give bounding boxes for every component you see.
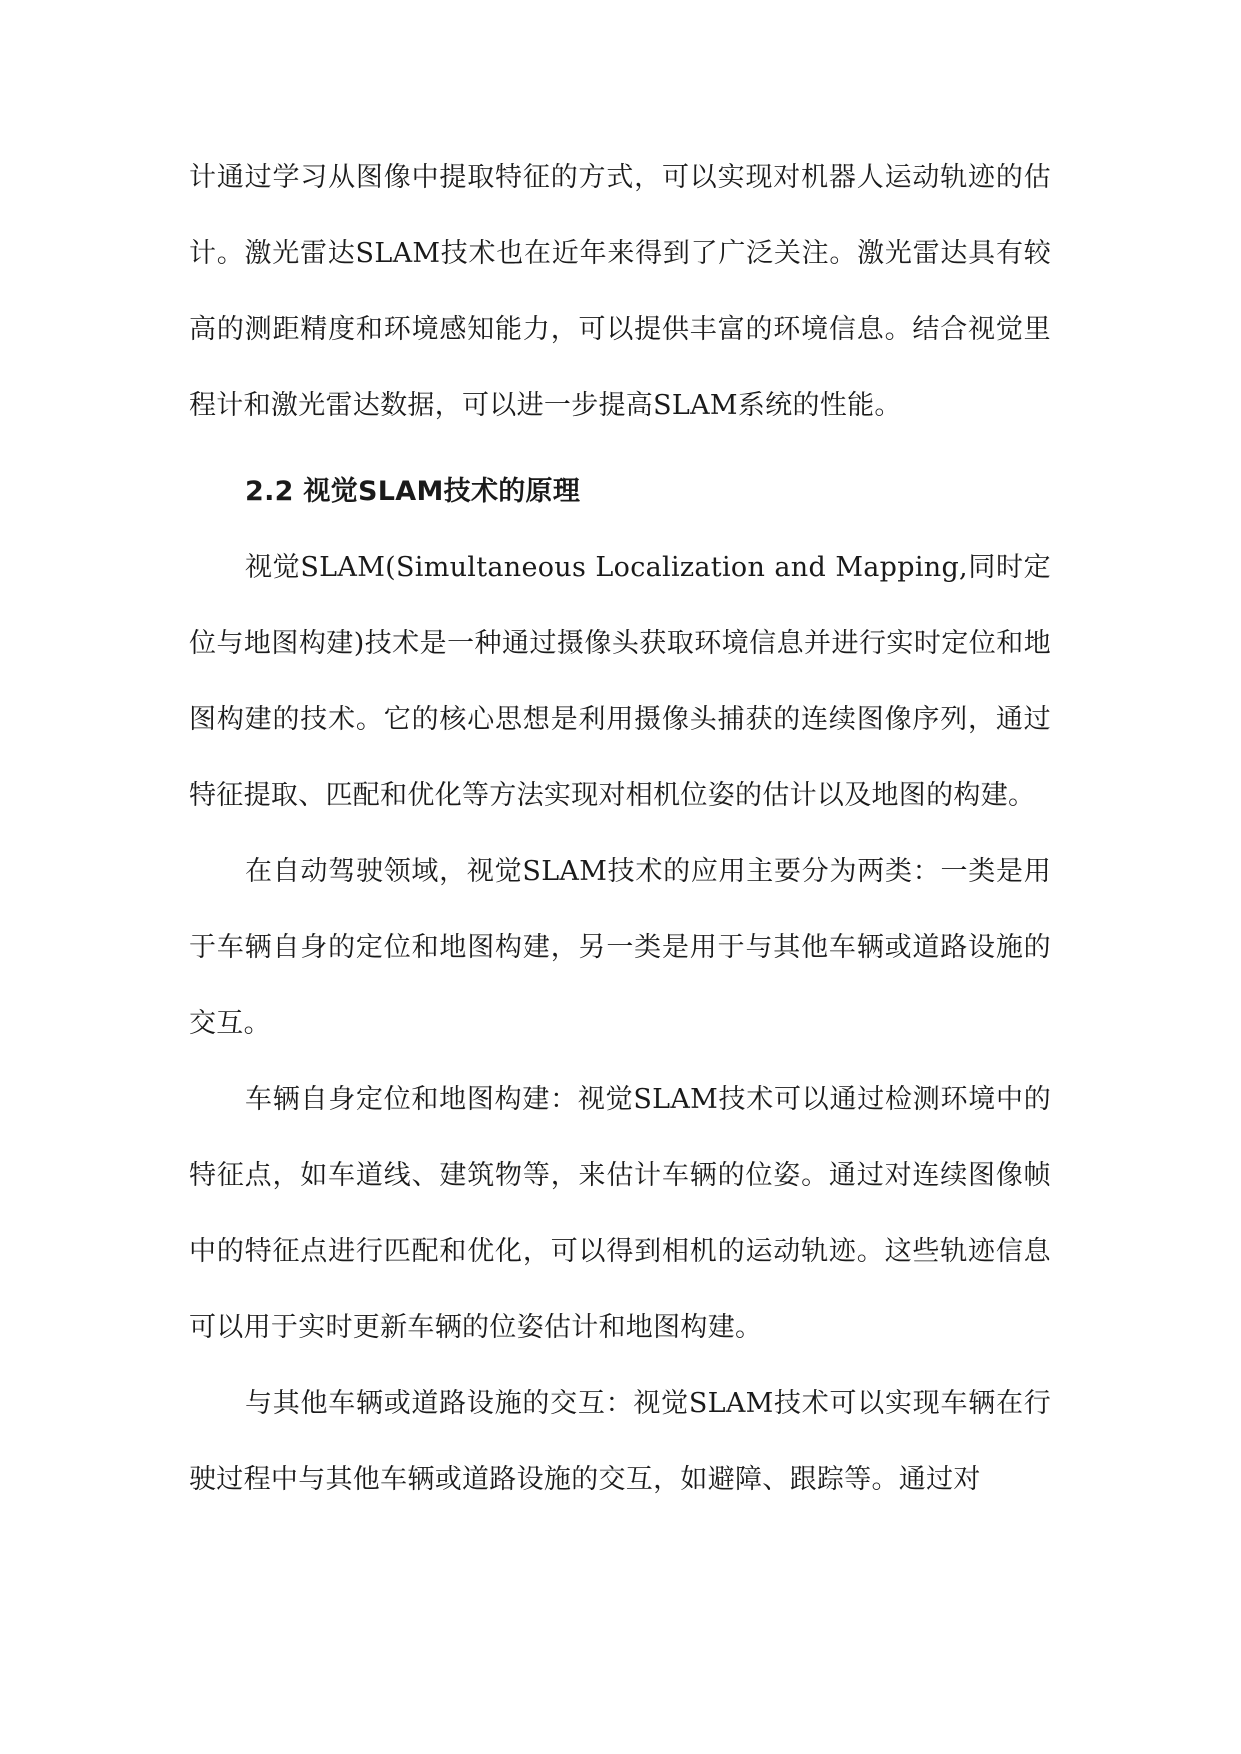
paragraph-self-localization: 车辆自身定位和地图构建：视觉SLAM技术可以通过检测环境中的特征点，如车道线、建筑物等，来估计车辆的位姿。通过对连续图像帧中的特征点进行匹配和优化，可以得到相机的运动轨迹。这些轨迹信息可以用于实时更新车辆的位姿估计和地图构建。 [189, 1084, 1051, 1343]
document-body [189, 140, 1051, 1518]
paragraph-slam-definition: 视觉SLAM(Simultaneous Localization and Mapping,同时定位与地图构建)技术是一种通过摄像头获取环境信息并进行实时定位和地图构建的技术。它的核心思想是利用摄像头捕获的连续图像序列，通过特征提取、匹配和优化等方法实现对相机位姿的估计以及地图的构建。 [189, 552, 1051, 811]
section-spacer [189, 444, 1051, 454]
section-heading: 2.2 视觉SLAM技术的原理 [245, 476, 581, 507]
paragraph-interaction: 与其他车辆或道路设施的交互：视觉SLAM技术可以实现车辆在行驶过程中与其他车辆或道路设施的交互，如避障、跟踪等。通过对 [189, 1388, 1051, 1495]
paragraph-applications: 在自动驾驶领域，视觉SLAM技术的应用主要分为两类：一类是用于车辆自身的定位和地图构建，另一类是用于与其他车辆或道路设施的交互。 [189, 856, 1051, 1039]
paragraph-continuation: 计通过学习从图像中提取特征的方式，可以实现对机器人运动轨迹的估计。激光雷达SLAM技术也在近年来得到了广泛关注。激光雷达具有较高的测距精度和环境感知能力，可以提供丰富的环境信息。结合视觉里程计和激光雷达数据，可以进一步提高SLAM系统的性能。 [189, 162, 1051, 421]
